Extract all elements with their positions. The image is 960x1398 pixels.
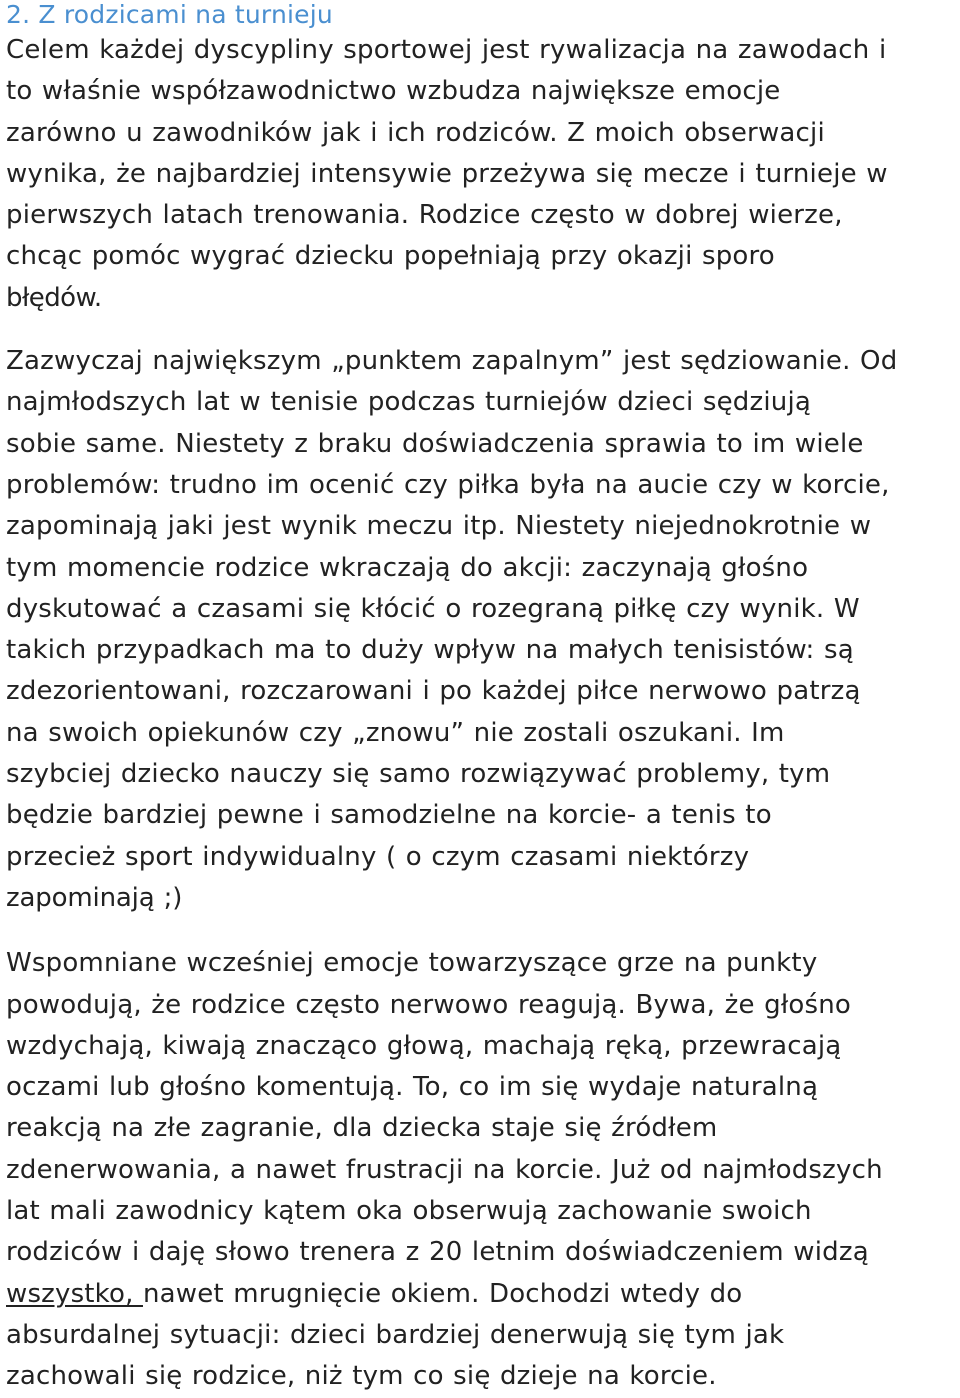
paragraph-intro bbox=[6, 30, 958, 319]
section-heading: 2. Z rodzicami na turnieju bbox=[6, 0, 333, 29]
text-line: szybciej dziecko nauczy się samo rozwiązywać problemy, tym bbox=[6, 759, 831, 790]
text-line: dyskutować a czasami się kłócić o rozegraną piłkę czy wynik. W bbox=[6, 593, 860, 624]
text-line: zarówno u zawodników jak i ich rodziców. Z moich obserwacji bbox=[6, 117, 825, 148]
text-line: oczami lub głośno komentują. To, co im się wydaje naturalną bbox=[6, 1072, 819, 1103]
text-line: zdenerwowania, a nawet frustracji na korcie. Już od najmłodszych bbox=[6, 1154, 883, 1185]
text-line: powodują, że rodzice często nerwowo reagują. Bywa, że głośno bbox=[6, 989, 852, 1020]
text-line bbox=[6, 1274, 958, 1315]
text-line: sobie same. Niestety z braku doświadczenia sprawia to im wiele bbox=[6, 428, 864, 459]
paragraph-refereeing bbox=[6, 341, 958, 919]
text-line: błędów. bbox=[6, 282, 102, 313]
document-page bbox=[6, 0, 958, 1398]
text-line: rodziców i daję słowo trenera z 20 letnim doświadczeniem widzą bbox=[6, 1237, 869, 1268]
text-line: tym momencie rodzice wkraczają do akcji: zaczynają głośno bbox=[6, 552, 809, 583]
text-line: pierwszych latach trenowania. Rodzice często w dobrej wierze, bbox=[6, 200, 843, 231]
text-line: reakcją na złe zagranie, dla dziecka staje się źródłem bbox=[6, 1113, 718, 1144]
text-line: wzdychają, kiwają znacząco głową, machają ręką, przewracają bbox=[6, 1030, 842, 1061]
text-line: zachowali się rodzice, niż tym co się dzieje na korcie. bbox=[6, 1361, 717, 1392]
text-line: absurdalnej sytuacji: dzieci bardziej denerwują się tym jak bbox=[6, 1319, 785, 1350]
text-line: problemów: trudno im ocenić czy piłka była na aucie czy w korcie, bbox=[6, 469, 890, 500]
text-line: zapominają ;) bbox=[6, 882, 183, 913]
text-line: Zazwyczaj największym „punktem zapalnym” jest sędziowanie. Od bbox=[6, 346, 898, 377]
text-line: zdezorientowani, rozczarowani i po każdej piłce nerwowo patrzą bbox=[6, 676, 861, 707]
text-line: zapominają jaki jest wynik meczu itp. Niestety niejednokrotnie w bbox=[6, 511, 872, 542]
text-line-rest: nawet mrugnięcie okiem. Dochodzi wtedy do bbox=[142, 1278, 743, 1309]
paragraph-emotions bbox=[6, 943, 958, 1397]
text-line: chcąc pomóc wygrać dziecku popełniają przy okazji sporo bbox=[6, 241, 775, 272]
text-line: wynika, że najbardziej intensywie przeżywa się mecze i turnieje w bbox=[6, 158, 888, 189]
underlined-word: wszystko, bbox=[6, 1278, 143, 1309]
text-line: najmłodszych lat w tenisie podczas turniejów dzieci sędziują bbox=[6, 387, 812, 418]
text-line: przecież sport indywidualny ( o czym czasami niektórzy bbox=[6, 841, 750, 872]
text-line: Wspomniane wcześniej emocje towarzyszące grze na punkty bbox=[6, 948, 818, 979]
text-line: takich przypadkach ma to duży wpływ na małych tenisistów: są bbox=[6, 635, 854, 666]
text-line: na swoich opiekunów czy „znowu” nie zostali oszukani. Im bbox=[6, 717, 785, 748]
text-line: będzie bardziej pewne i samodzielne na korcie- a tenis to bbox=[6, 800, 772, 831]
text-line: to właśnie współzawodnictwo wzbudza największe emocje bbox=[6, 76, 781, 107]
text-line: lat mali zawodnicy kątem oka obserwują zachowanie swoich bbox=[6, 1196, 812, 1227]
text-line: Celem każdej dyscypliny sportowej jest rywalizacja na zawodach i bbox=[6, 35, 887, 65]
